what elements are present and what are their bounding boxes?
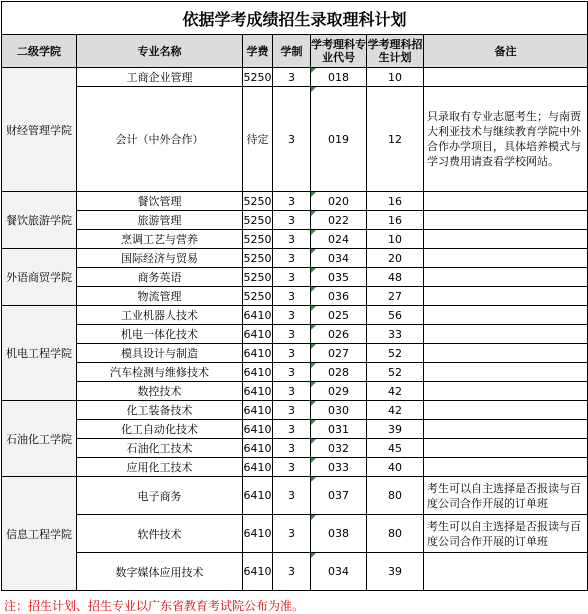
table-row — [2, 230, 588, 249]
plan-cell: 12 — [367, 87, 424, 192]
duration-cell: 3 — [273, 87, 311, 192]
duration-cell: 3 — [273, 287, 311, 306]
duration-cell: 3 — [273, 401, 311, 420]
major-cell: 国际经济与贸易 — [77, 249, 243, 268]
tuition-cell: 6410 — [243, 553, 273, 591]
table-row — [2, 477, 588, 515]
plan-cell: 42 — [367, 401, 424, 420]
major-cell: 模具设计与制造 — [77, 344, 243, 363]
code-cell: 025 — [311, 306, 367, 325]
remark-cell — [424, 268, 588, 287]
remark-cell — [424, 230, 588, 249]
table-row — [2, 211, 588, 230]
major-cell: 工业机器人技术 — [77, 306, 243, 325]
remark-cell — [424, 382, 588, 401]
tuition-cell: 6410 — [243, 382, 273, 401]
plan-cell: 27 — [367, 287, 424, 306]
table-row — [2, 325, 588, 344]
header-remark: 备注 — [424, 35, 588, 68]
code-cell: 022 — [311, 211, 367, 230]
plan-cell: 52 — [367, 344, 424, 363]
footnote: 注：招生计划、招生专业以广东省教育考试院公布为准。 — [4, 599, 305, 613]
major-cell: 化工自动化技术 — [77, 420, 243, 439]
major-cell: 旅游管理 — [77, 211, 243, 230]
remark-cell: 考生可以自主选择是否报读与百度公司合作开展的订单班 — [424, 515, 588, 553]
remark-cell — [424, 363, 588, 382]
table-row — [2, 458, 588, 477]
code-cell: 036 — [311, 287, 367, 306]
header-code: 学考理科专业代号 — [311, 35, 367, 68]
college-cell: 机电工程学院 — [2, 306, 77, 401]
tuition-cell: 5250 — [243, 249, 273, 268]
tuition-cell: 6410 — [243, 325, 273, 344]
duration-cell: 3 — [273, 515, 311, 553]
remark-cell — [424, 68, 588, 87]
duration-cell: 3 — [273, 68, 311, 87]
remark-cell: 只录取有专业志愿考生；与南贾大利亚技术与继续教育学院中外合作办学项目，具体培养模式与学习费用请查看学校网站。 — [424, 87, 588, 192]
tuition-cell: 5250 — [243, 268, 273, 287]
tuition-cell: 6410 — [243, 401, 273, 420]
major-cell: 商务英语 — [77, 268, 243, 287]
duration-cell: 3 — [273, 306, 311, 325]
table-row — [2, 306, 588, 325]
table-row — [2, 344, 588, 363]
plan-cell: 33 — [367, 325, 424, 344]
code-cell: 029 — [311, 382, 367, 401]
code-cell: 019 — [311, 87, 367, 192]
duration-cell: 3 — [273, 477, 311, 515]
table-row — [2, 192, 588, 211]
table-row — [2, 420, 588, 439]
duration-cell: 3 — [273, 192, 311, 211]
duration-cell: 3 — [273, 211, 311, 230]
plan-cell: 10 — [367, 68, 424, 87]
duration-cell: 3 — [273, 553, 311, 591]
tuition-cell: 6410 — [243, 344, 273, 363]
code-cell: 024 — [311, 230, 367, 249]
plan-cell: 56 — [367, 306, 424, 325]
code-cell: 028 — [311, 363, 367, 382]
major-cell: 电子商务 — [77, 477, 243, 515]
tuition-cell: 5250 — [243, 287, 273, 306]
major-cell: 烹调工艺与营养 — [77, 230, 243, 249]
plan-cell: 80 — [367, 477, 424, 515]
plan-cell: 16 — [367, 211, 424, 230]
tuition-cell: 6410 — [243, 477, 273, 515]
tuition-cell: 5250 — [243, 68, 273, 87]
college-cell: 石油化工学院 — [2, 401, 77, 477]
table-row — [2, 553, 588, 591]
plan-cell: 39 — [367, 420, 424, 439]
major-cell: 物流管理 — [77, 287, 243, 306]
duration-cell: 3 — [273, 230, 311, 249]
plan-cell: 10 — [367, 230, 424, 249]
code-cell: 037 — [311, 477, 367, 515]
plan-cell: 48 — [367, 268, 424, 287]
plan-cell: 20 — [367, 249, 424, 268]
code-cell: 035 — [311, 268, 367, 287]
remark-cell — [424, 420, 588, 439]
table-row — [2, 87, 588, 192]
plan-cell: 45 — [367, 439, 424, 458]
major-cell: 机电一体化技术 — [77, 325, 243, 344]
tuition-cell: 5250 — [243, 192, 273, 211]
remark-cell — [424, 306, 588, 325]
plan-cell: 42 — [367, 382, 424, 401]
tuition-cell: 6410 — [243, 439, 273, 458]
remark-cell — [424, 401, 588, 420]
remark-cell — [424, 249, 588, 268]
duration-cell: 3 — [273, 249, 311, 268]
college-cell: 餐饮旅游学院 — [2, 192, 77, 249]
tuition-cell: 6410 — [243, 515, 273, 553]
code-cell: 034 — [311, 249, 367, 268]
major-cell: 化工装备技术 — [77, 401, 243, 420]
plan-cell: 52 — [367, 363, 424, 382]
tuition-cell: 5250 — [243, 230, 273, 249]
remark-cell — [424, 553, 588, 591]
remark-cell — [424, 192, 588, 211]
remark-cell — [424, 344, 588, 363]
header-plan: 学考理科招生计划 — [367, 35, 424, 68]
admission-plan-table — [1, 1, 588, 591]
remark-cell — [424, 211, 588, 230]
major-cell: 应用化工技术 — [77, 458, 243, 477]
code-cell: 027 — [311, 344, 367, 363]
remark-cell — [424, 325, 588, 344]
plan-cell: 16 — [367, 192, 424, 211]
table-row — [2, 68, 588, 87]
plan-cell: 80 — [367, 515, 424, 553]
plan-cell: 39 — [367, 553, 424, 591]
table-row — [2, 382, 588, 401]
code-cell: 031 — [311, 420, 367, 439]
code-cell: 018 — [311, 68, 367, 87]
table-row — [2, 249, 588, 268]
college-cell: 外语商贸学院 — [2, 249, 77, 306]
major-cell: 数控技术 — [77, 382, 243, 401]
code-cell: 034 — [311, 553, 367, 591]
title-row — [2, 2, 588, 35]
header-major: 专业名称 — [77, 35, 243, 68]
duration-cell: 3 — [273, 363, 311, 382]
header-duration: 学制 — [273, 35, 311, 68]
remark-cell — [424, 458, 588, 477]
college-cell: 财经管理学院 — [2, 68, 77, 192]
tuition-cell: 5250 — [243, 211, 273, 230]
tuition-cell: 待定 — [243, 87, 273, 192]
header-tuition: 学费 — [243, 35, 273, 68]
duration-cell: 3 — [273, 382, 311, 401]
major-cell: 汽车检测与维修技术 — [77, 363, 243, 382]
code-cell: 038 — [311, 515, 367, 553]
major-cell: 数字媒体应用技术 — [77, 553, 243, 591]
code-cell: 032 — [311, 439, 367, 458]
college-cell: 信息工程学院 — [2, 477, 77, 591]
tuition-cell: 6410 — [243, 420, 273, 439]
duration-cell: 3 — [273, 439, 311, 458]
tuition-cell: 6410 — [243, 306, 273, 325]
remark-cell — [424, 439, 588, 458]
table-row — [2, 401, 588, 420]
table-row — [2, 439, 588, 458]
major-cell: 会计（中外合作） — [77, 87, 243, 192]
tuition-cell: 6410 — [243, 363, 273, 382]
major-cell: 石油化工技术 — [77, 439, 243, 458]
major-cell: 餐饮管理 — [77, 192, 243, 211]
table-title: 依据学考成绩招生录取理科计划 — [2, 2, 588, 35]
header-row — [2, 35, 588, 68]
plan-cell: 40 — [367, 458, 424, 477]
duration-cell: 3 — [273, 325, 311, 344]
duration-cell: 3 — [273, 458, 311, 477]
table-row — [2, 363, 588, 382]
duration-cell: 3 — [273, 344, 311, 363]
code-cell: 026 — [311, 325, 367, 344]
remark-cell — [424, 287, 588, 306]
table-row — [2, 268, 588, 287]
remark-cell: 考生可以自主选择是否报读与百度公司合作开展的订单班 — [424, 477, 588, 515]
code-cell: 020 — [311, 192, 367, 211]
header-college: 二级学院 — [2, 35, 77, 68]
major-cell: 工商企业管理 — [77, 68, 243, 87]
major-cell: 软件技术 — [77, 515, 243, 553]
tuition-cell: 6410 — [243, 458, 273, 477]
duration-cell: 3 — [273, 420, 311, 439]
code-cell: 033 — [311, 458, 367, 477]
table-row — [2, 515, 588, 553]
table-row — [2, 287, 588, 306]
duration-cell: 3 — [273, 268, 311, 287]
code-cell: 030 — [311, 401, 367, 420]
